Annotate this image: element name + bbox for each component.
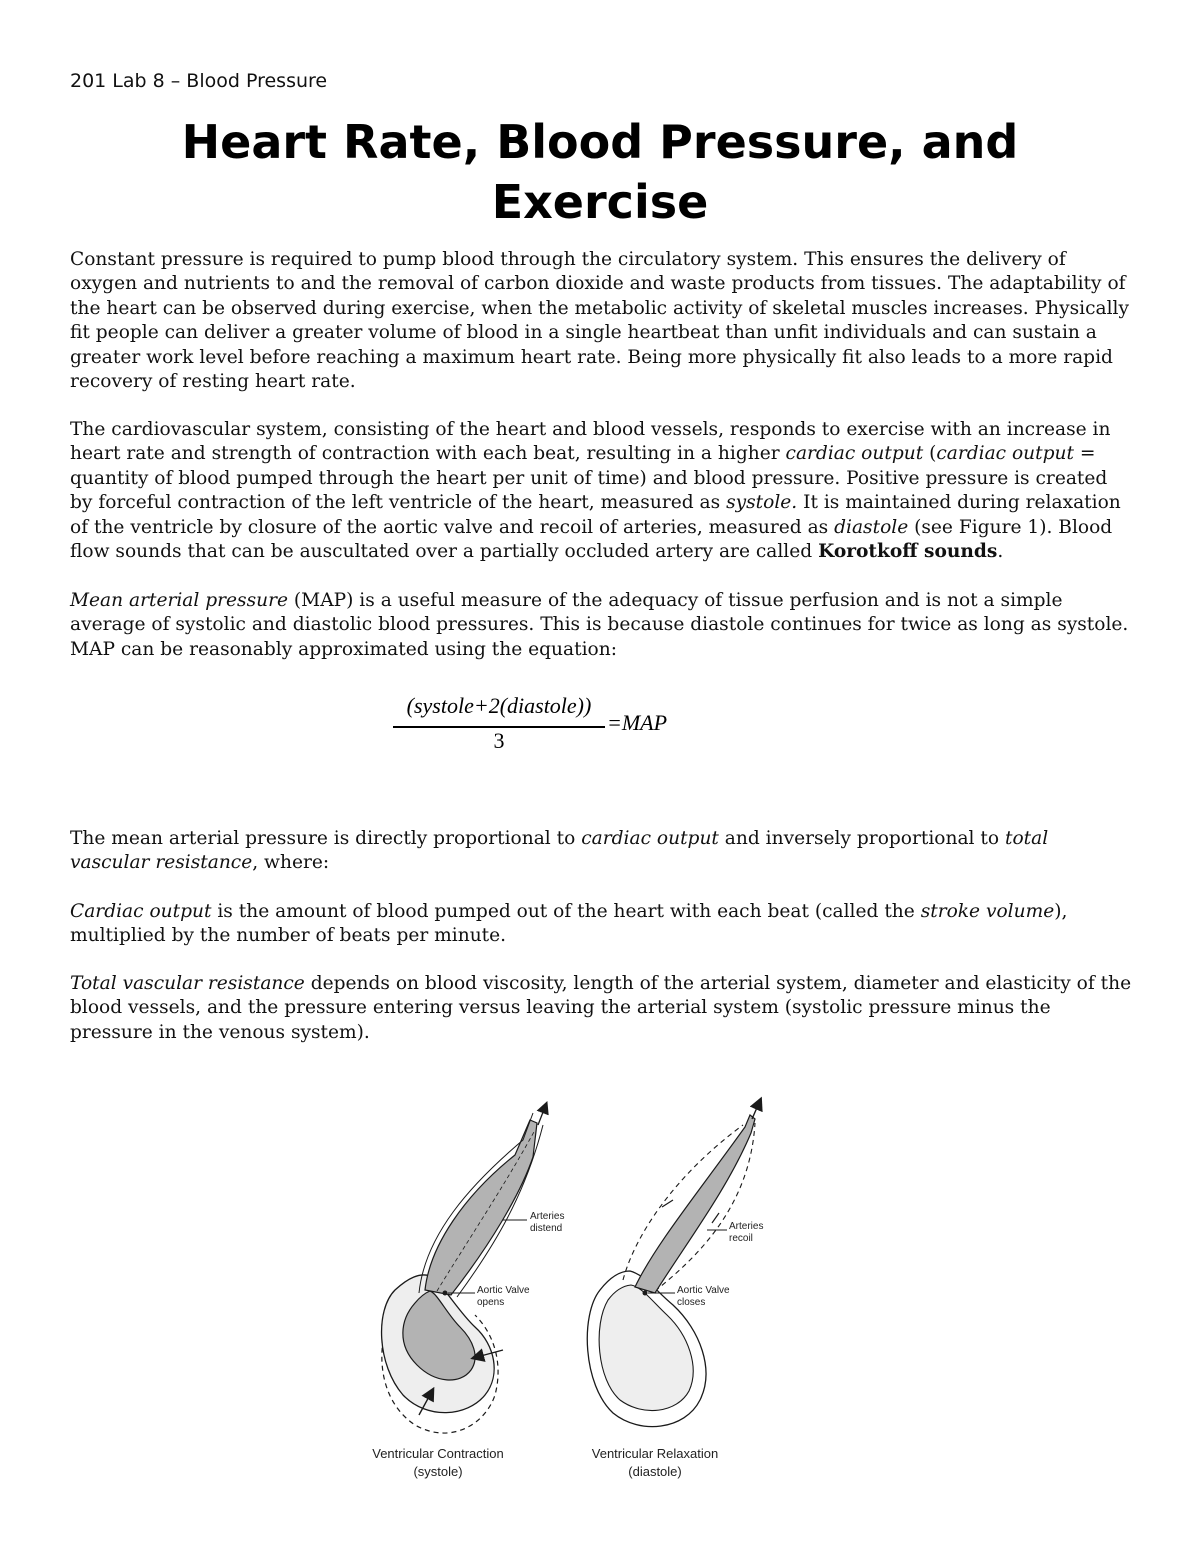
diastole-valve-dot xyxy=(643,1291,648,1296)
systole-label-arteries: Arteries xyxy=(530,1211,565,1222)
diastole-label-valve: Aortic Valve xyxy=(677,1285,730,1296)
term-cardiac-output: cardiac output xyxy=(936,443,1074,465)
heart-figure xyxy=(355,1095,785,1495)
text-run: is the amount of blood pumped out of the heart with each beat (called the xyxy=(211,901,921,922)
paragraph-vascular-resistance xyxy=(70,972,1132,1045)
diastole-dashed-artery-1 xyxy=(623,1125,743,1280)
page-title xyxy=(70,112,1130,232)
term-cardiac-output: cardiac output xyxy=(785,443,924,465)
text-run: and inversely proportional to xyxy=(718,828,1005,849)
diastole-outflow-arrow xyxy=(752,1103,759,1119)
text-run: (see Figure 1). Blood flow sounds that can be auscultated over a partially occluded artery are called xyxy=(70,516,1113,563)
paragraph-cardiovascular xyxy=(70,418,1132,564)
term-systole: systole. xyxy=(726,492,798,514)
diastole-label-arteries: Arteries xyxy=(729,1221,764,1232)
term-korotkoff-sounds: Korotkoff sounds xyxy=(818,541,998,563)
text-run: (MAP) is a useful measure of the adequacy of tissue perfusion and is not a simple average of systolic and diastolic blood pressures. This is because diastole continues for twice as long as systole. MAP can be reasonably approximated using the equation: xyxy=(70,590,1129,660)
systole-caption-title: Ventricular Contraction xyxy=(372,1446,504,1461)
course-header: 201 Lab 8 – Blood Pressure xyxy=(70,70,328,92)
diastole-artery xyxy=(635,1115,755,1293)
diastole-caption-sub: (diastole) xyxy=(628,1464,682,1479)
term-cardiac-output: Cardiac output xyxy=(70,901,212,922)
term-diastole: diastole xyxy=(834,516,909,538)
text-run: . xyxy=(997,541,1004,563)
systole-artery xyxy=(425,1120,537,1295)
paragraph-map xyxy=(70,589,1132,662)
map-equation xyxy=(393,693,683,763)
diastole-recoil-mark-1 xyxy=(662,1200,673,1207)
diastole-caption-title: Ventricular Relaxation xyxy=(591,1446,719,1461)
text-run: ( xyxy=(923,443,937,465)
systole-label-distend: distend xyxy=(530,1223,563,1234)
diastole-label-recoil: recoil xyxy=(729,1233,753,1244)
equation-result: =MAP xyxy=(607,710,668,735)
paragraph-proportional xyxy=(70,827,1132,876)
systole-outflow-arrow xyxy=(538,1107,545,1125)
term-total-vascular-resistance: total vascular resistance xyxy=(70,828,1049,874)
paragraph-cardiac-output xyxy=(70,900,1132,949)
systole-caption-sub: (systole) xyxy=(413,1464,463,1479)
title-line-2: Exercise xyxy=(491,175,709,229)
diastole-recoil-mark-2 xyxy=(712,1213,719,1223)
text-run: It is maintained during relaxation of the ventricle by closure of the aortic valve and recoil of arteries, measured as xyxy=(70,492,1121,538)
term-mean-arterial-pressure: Mean arterial pressure xyxy=(70,590,288,611)
systole-label-valve: Aortic Valve xyxy=(477,1285,530,1296)
systole-diagram xyxy=(372,1107,564,1479)
systole-label-opens: opens xyxy=(477,1297,505,1308)
text-run: , where: xyxy=(252,852,330,874)
equation-denominator: 3 xyxy=(493,728,505,753)
term-total-vascular-resistance: Total vascular resistance xyxy=(70,973,305,994)
text-run: = quantity of blood pumped through the heart per unit of time) and blood pressure. Positive pressure is created by forceful contraction of the left ventricle of the heart, measured as xyxy=(70,443,1108,514)
diastole-diagram xyxy=(587,1103,763,1479)
paragraph-intro: Constant pressure is required to pump blood through the circulatory system. This ensures the delivery of oxygen and nutrients to and the removal of carbon dioxide and waste products from tissues. The adaptability of the heart can be observed during exercise, when the metabolic activity of skeletal muscles increases. Physically fit people can deliver a greater volume of blood in a single heartbeat than unfit individuals and can sustain a greater work level before reaching a maximum heart rate. Being more physically fit also leads to a more rapid recovery of resting heart rate. xyxy=(70,249,1129,393)
text-run: The cardiovascular system, consisting of the heart and blood vessels, responds to exercise with an increase in heart rate and strength of contraction with each beat, resulting in a higher xyxy=(70,419,1111,465)
text-run: ), multiplied by the number of beats per minute. xyxy=(70,901,1068,947)
term-cardiac-output: cardiac output xyxy=(581,828,719,849)
diastole-label-closes: closes xyxy=(677,1297,706,1308)
term-stroke-volume: stroke volume xyxy=(920,901,1055,922)
equation-numerator: (systole+2(diastole)) xyxy=(406,693,592,718)
text-run: The mean arterial pressure is directly proportional to xyxy=(70,828,582,849)
text-run: depends on blood viscosity, length of the arterial system, diameter and elasticity of the blood vessels, and the pressure entering versus leaving the arterial system (systolic pressure minus the pressure in the venous system). xyxy=(70,973,1132,1043)
systole-valve-dot xyxy=(443,1291,448,1296)
title-line-1: Heart Rate, Blood Pressure, and xyxy=(181,115,1019,169)
